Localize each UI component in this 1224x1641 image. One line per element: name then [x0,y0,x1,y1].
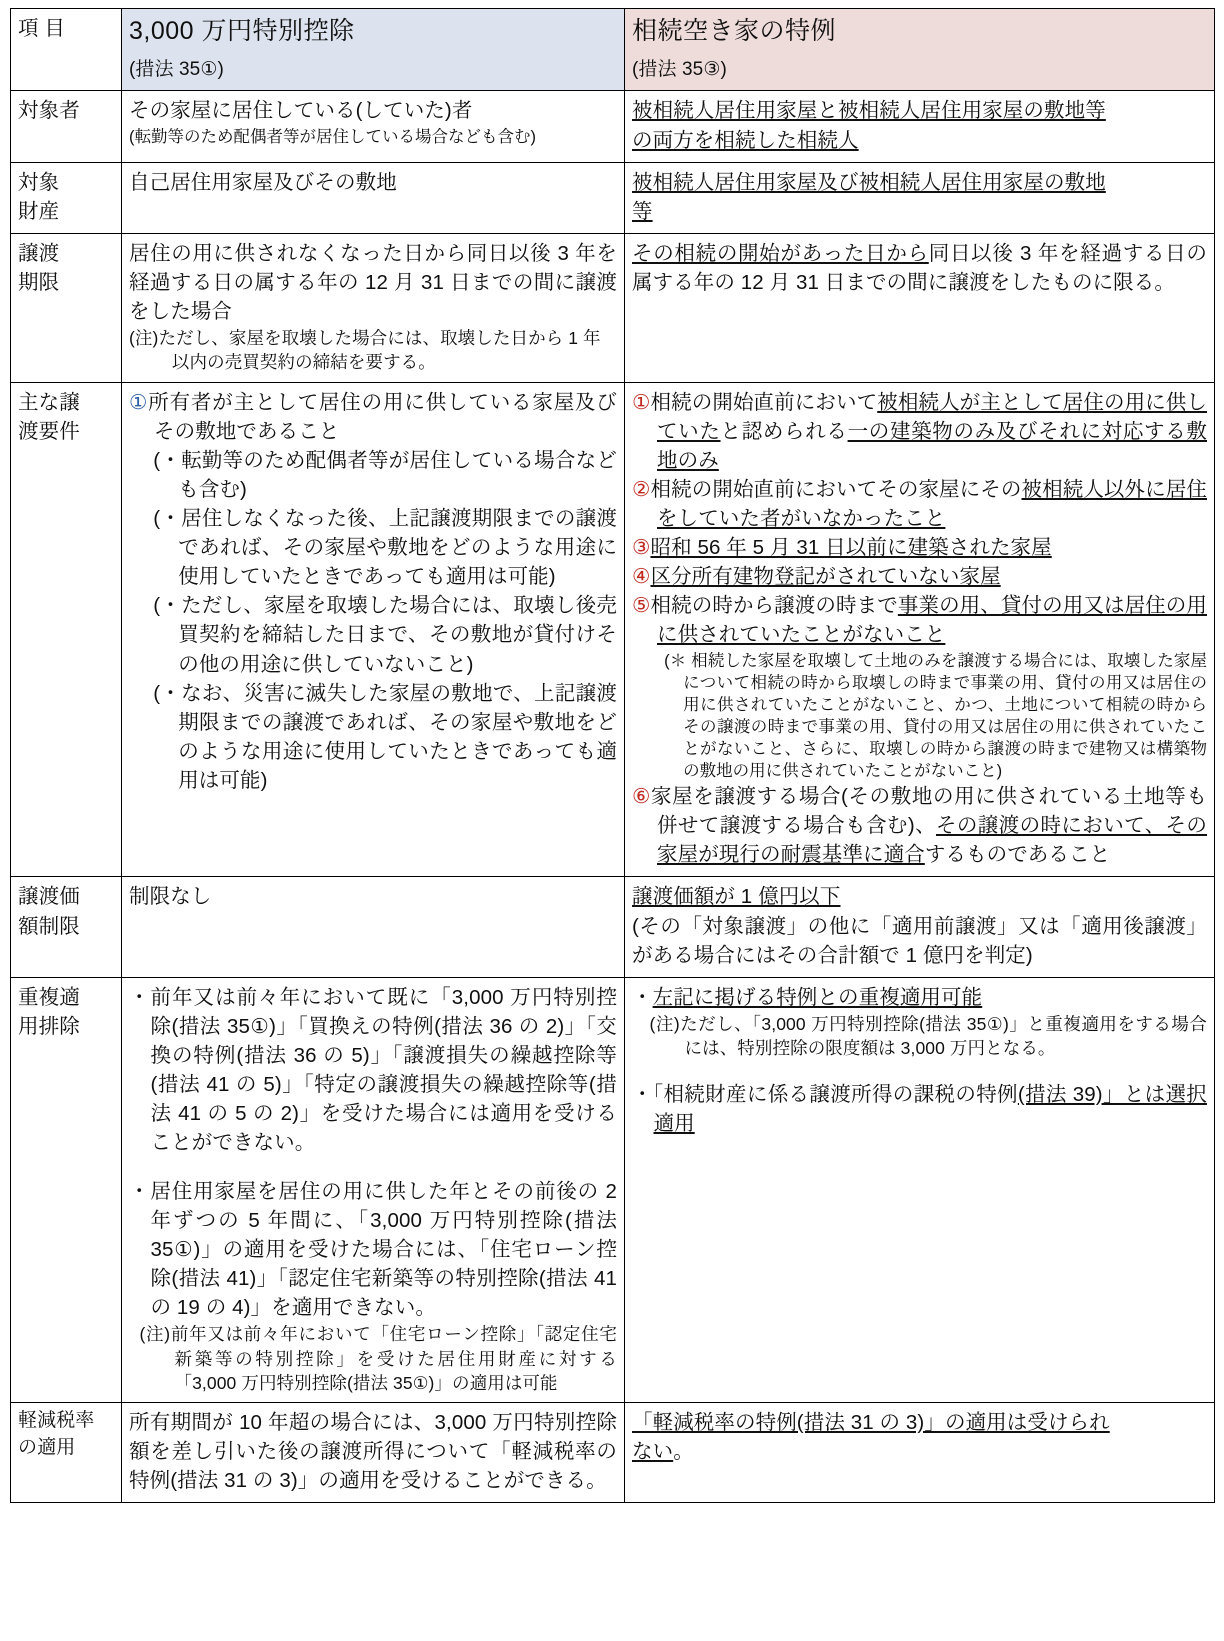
marker-circled-5: ⑤ [632,594,651,618]
note-line: (注)ただし、「3,000 万円特別控除(措法 35①)」と重複適用をする場合には、特別控除の限度額は 3,000 万円となる。 [649,1013,1207,1059]
cell-right-price-limit [625,877,1215,977]
list-item: ⑤相続の時から譲渡の時まで事業の用、貸付の用又は居住の用に供されていたことがないこと [632,594,1208,647]
text-line: その家屋に居住している(していた)者 [129,99,473,123]
cell-left-reduced-tax-rate [122,1402,625,1502]
list-item: (・ただし、家屋を取壊した場合には、取壊し後売買契約を締結した日まで、その敷地が貸付けその他の用途に供していないこと) [153,594,617,676]
table-row [11,382,1215,877]
cell-left-target-property [122,162,625,233]
text-line-underlined: 譲渡価額が 1 億円以下 [632,885,841,909]
comparison-table [10,8,1215,1503]
table-row [11,977,1215,1402]
text-line-underlined: ない [632,1440,674,1464]
header-left-subtitle: (措法 35①) [129,58,224,80]
star-note: (＊ 相続した家屋を取壊して土地のみを譲渡する場合には、取壊した家屋について相続の時から取壊しの時まで事業の用、貸付の用又は居住の用に供されていたことがないこと、かつ、土地について相続の時からその譲渡の時まで事業の用、貸付の用又は居住の用に供されていたことがないこと、さらに、取壊しの時から譲渡の時まで建物又は構築物の敷地の用に供されていたことがないこと) [664,651,1208,781]
text-line-underlined: の両方を相続した相続人 [632,128,859,152]
table-row [11,877,1215,977]
table-row [11,1402,1215,1502]
row-label-main-requirements: 主な譲 渡要件 [11,382,122,877]
table-header-row [11,9,1215,91]
marker-circled-6: ⑥ [632,785,651,809]
note-line: (注)ただし、家屋を取壊した場合には、取壊した日から 1 年以内の売買契約の締結を要する。 [129,328,601,373]
cell-right-reduced-tax-rate: 「軽減税率の特例(措法 31 の 3)」の適用は受けられ ない。 [625,1402,1215,1502]
bullet-item: ・居住用家屋を居住の用に供した年とその前後の 2 年ずつの 5 年間に、「3,000 万円特別控除(措法 35①)」の適用を受けた場合には、「住宅ローン控除(措法 41)」「認定住宅新築等の特別控除(措法 41 の 19 の 4)」を適用できない。 [129,1179,617,1320]
list-item: ①所有者が主として居住の用に供している家屋及びその敷地であること [129,390,618,443]
bullet-item: ・左記に掲げる特例との重複適用可能 [632,985,983,1009]
list-item: ⑥家屋を譲渡する場合(その敷地の用に供されている土地等も併せて譲渡する場合も含む)、その譲渡の時において、その家屋が現行の耐震基準に適合するものであること [632,785,1207,867]
row-label-price-limit: 譲渡価 額制限 [11,877,122,977]
row-label-target-person: 対象者 [11,91,122,162]
header-right-title: 相続空き家の特例 [632,17,837,45]
text-line-underlined: 「軽減税率の特例(措法 31 の 3)」の適用は受けられ [632,1410,1110,1434]
list-item: ②相続の開始直前においてその家屋にその被相続人以外に居住をしていた者がいなかったこと [632,477,1207,530]
spacer [129,1157,617,1176]
list-item: ③昭和 56 年 5 月 31 日以前に建築された家屋 [632,536,1052,560]
cell-right-transfer-deadline [625,233,1215,382]
header-left-title: 3,000 万円特別控除 [129,17,355,45]
text-line-underlined: 等 [632,199,653,223]
cell-right-duplicate-exclusion [625,977,1215,1402]
cell-left-main-requirements [122,382,625,877]
header-right-subtitle: (措法 35③) [632,58,727,80]
header-col-right [625,9,1215,91]
table-row [11,162,1215,233]
marker-circled-4: ④ [632,565,651,589]
row-label-target-property: 対象 財産 [11,162,122,233]
list-item: (・なお、災害に滅失した家屋の敷地で、上記譲渡期限までの譲渡であれば、その家屋や敷地をどのような用途に使用していたときであっても適用は可能) [153,681,617,792]
table-row [11,233,1215,382]
row-label-duplicate-exclusion: 重複適 用排除 [11,977,122,1402]
cell-right-target-person [625,91,1215,162]
text-line-underlined: 被相続人居住用家屋及び被相続人居住用家屋の敷地 [632,170,1106,194]
bullet-item: ・「相続財産に係る譲渡所得の課税の特例(措法 39)」とは選択適用 [632,1082,1207,1135]
list-item: (・居住しなくなった後、上記譲渡期限までの譲渡であれば、その家屋や敷地をどのような用途に使用していたときであっても適用は可能) [153,506,617,589]
text-line-small: (転勤等のため配偶者等が居住している場合なども含む) [129,127,536,146]
row-label-transfer-deadline: 譲渡 期限 [11,233,122,382]
cell-left-duplicate-exclusion [122,977,625,1402]
text-line: 自己居住用家屋及びその敷地 [129,170,397,194]
marker-circled-3: ③ [632,536,651,560]
cell-left-transfer-deadline [122,233,625,382]
cell-left-price-limit [122,877,625,977]
table-row [11,91,1215,162]
row-label-reduced-tax-rate: 軽減税率 の適用 [11,1402,122,1502]
header-item-label: 項 目 [11,9,122,91]
cell-right-target-property [625,162,1215,233]
text-block: (その「対象譲渡」の他に「適用前譲渡」又は「適用後譲渡」がある場合にはその合計額で 1 億円を判定) [632,914,1207,967]
header-col-left [122,9,625,91]
list-item: ④区分所有建物登記がされていない家屋 [632,565,1001,589]
text-line: 制限なし [129,885,212,909]
text-block: 所有期間が 10 年超の場合には、3,000 万円特別控除額を差し引いた後の譲渡所得について「軽減税率の特例(措法 31 の 3)」の適用を受けることができる。 [129,1410,617,1493]
list-item: (・転勤等のため配偶者等が居住している場合なども含む) [153,448,617,501]
spacer [632,1060,1207,1079]
marker-circled-1: ① [129,390,149,414]
note-line: (注)前年又は前々年において「住宅ローン控除」「認定住宅新築等の特別控除」を受けた居住用財産に対する「3,000 万円特別控除(措法 35①)」の適用は可能 [139,1324,617,1393]
cell-right-main-requirements [625,382,1215,877]
bullet-item: ・前年又は前々年において既に「3,000 万円特別控除(措法 35①)」「買換えの特例(措法 36 の 2)」「交換の特例(措法 36 の 5)」「譲渡損失の繰越控除等(措法 41 の 5)」「特定の譲渡損失の繰越控除等(措法 41 の 5 の 2)」を受けた場合には適用を受けることができない。 [129,985,617,1155]
cell-left-target-person [122,91,625,162]
marker-circled-2: ② [632,477,651,501]
list-item: ①相続の開始直前において被相続人が主として居住の用に供していたと認められる一の建築物のみ及びそれに対応する敷地のみ [632,390,1207,472]
marker-circled-1: ① [632,390,651,414]
text-line-underlined: 被相続人居住用家屋と被相続人居住用家屋の敷地等 [632,99,1106,123]
text-block: 居住の用に供されなくなった日から同日以後 3 年を経過する日の属する年の 12 月 31 日までの間に譲渡をした場合 [129,241,617,324]
text-block: その相続の開始があった日から同日以後 3 年を経過する日の属する年の 12 月 31 日までの間に譲渡をしたものに限る。 [632,241,1207,295]
